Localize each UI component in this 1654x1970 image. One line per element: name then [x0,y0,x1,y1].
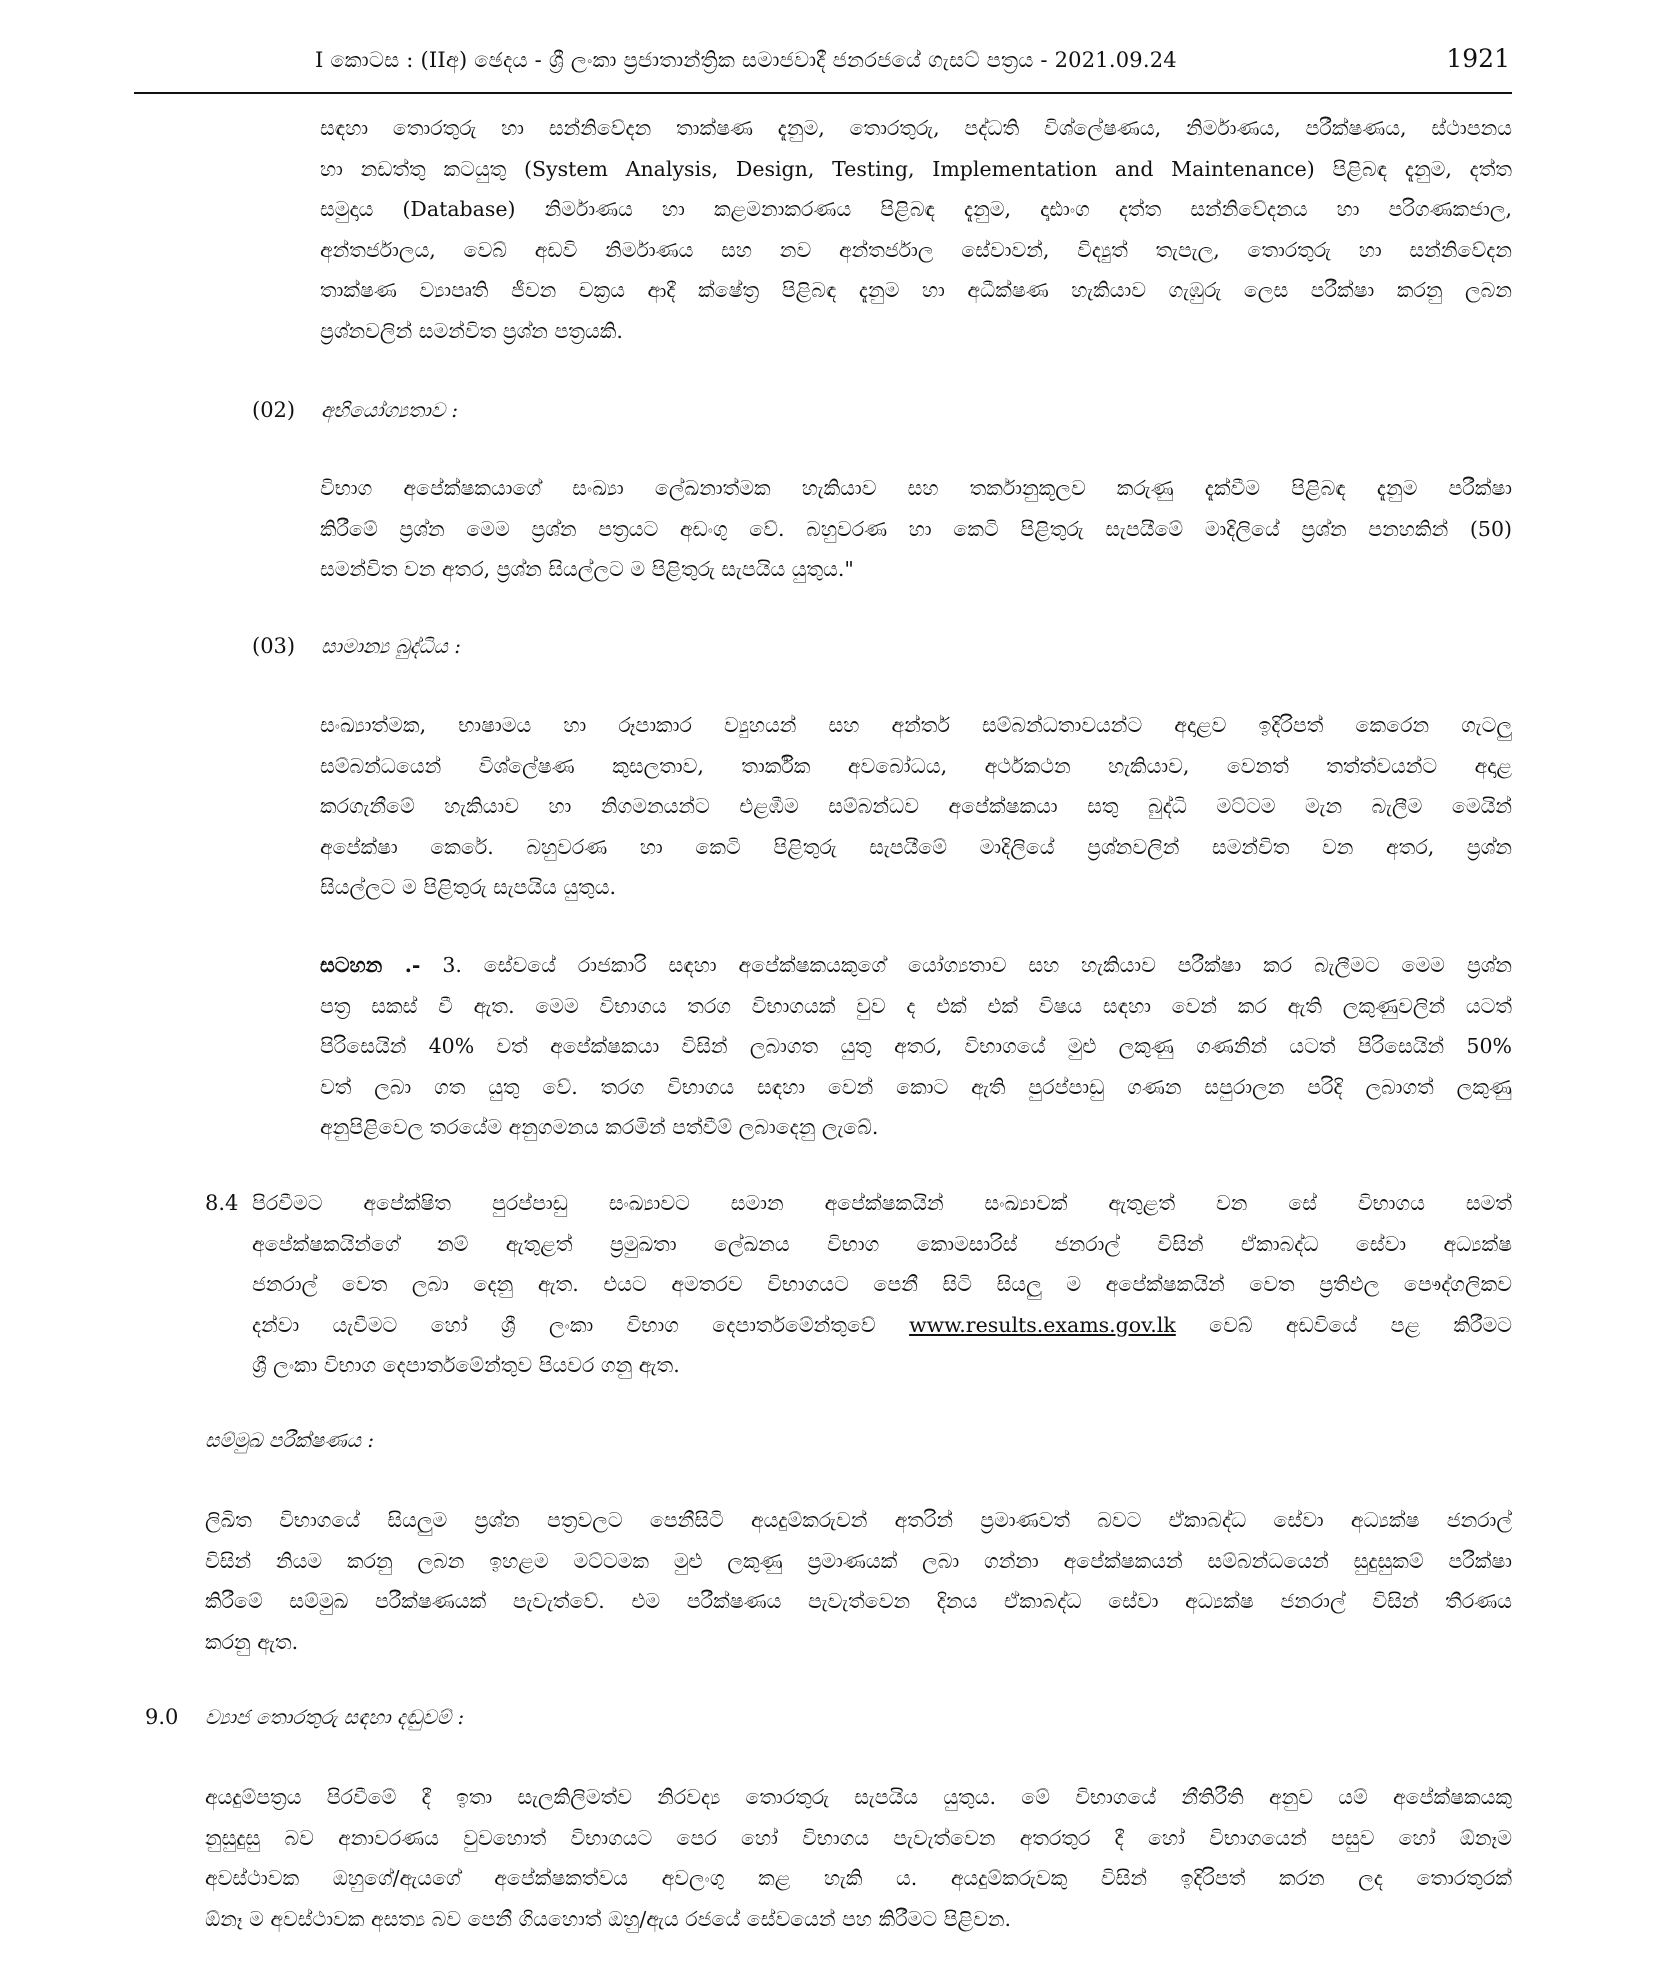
text-line: ජනරාල් වෙත ලබා දෙනු ඇත. එයට අමතරව විභාගයට පෙනී සිටි සියලු ම අපේක්ෂකයින් වෙත ප්‍රතිඵල පෞද්ගලිකව [252,1272,1512,1296]
note-label: සටහන .- [320,953,421,977]
text-segment: දන්වා යැවීමට හෝ ශ්‍රී ලංකා විභාග දෙපාර්තමේන්තුවේ [252,1312,910,1337]
section-heading: ව්‍යාජ තොරතුරු සඳහා දඬුවම් : [205,1705,465,1729]
section-number: 8.4 [205,1191,239,1215]
text-line: කිරීමේ ප්‍රශ්න මෙම ප්‍රශ්න පත්‍රයට අඩංගු වේ. බහුවරණ හා කෙටි පිළිතුරු සැපයීමේ මාදිලියේ ප්‍රශ්න පනහකින් (50) [320,516,1512,541]
section-number: (03) [252,634,296,658]
header-title: I කොටස : (IIඅ) ඡෙදය - ශ්‍රී ලංකා ප්‍රජාතාන්ත්‍රික සමාජවාදී ජනරජයේ ගැසට් පත්‍රය - 2021.09.24 [315,48,1177,72]
note-line-rest: 3. සේවයේ රාජකාරි සඳහා අපේක්ෂකයකුගේ යෝග්‍යතාව සහ හැකියාව පරීක්ෂා කර බැලීමට මෙම ප්‍රශ්න [420,953,1513,977]
text-line [320,945,1512,986]
text-line: ප්‍රශ්නවලින් සමන්විත ප්‍රශ්න පත්‍රයකි. [320,318,623,343]
section-heading: සාමාන්‍ය බුද්ධිය : [321,634,461,658]
text-line: ලිඛිත විභාගයේ සියලුම ප්‍රශ්න පත්‍රවලට පෙනීසිටි අයදුම්කරුවන් අතරින් ප්‍රමාණවත් බවට ඒකාබද්ධ සේවා අධ්‍යක්ෂ ජනරාල් [205,1508,1512,1532]
text-line: කරගැනීමේ හැකියාව හා නිගමනයන්ට එළඹීම සම්බන්ධව අපේක්ෂකයා සතු බුද්ධි මට්ටම මැන බැලීම මෙයින් [320,794,1512,818]
header-rule [134,92,1512,94]
text-line: සමුදාය (Database) නිර්මාණය හා කළමනාකරණය පිළිබඳ දැනුම, දෘඪාංග දත්ත සන්නිවේදනය හා පරිගණකජාල, [320,197,1512,221]
text-line: පිරිසෙයින් 40% වත් අපේක්ෂකයා විසින් ලබාගත යුතු අතර, විභාගයේ මුළු ලකුණු ගණනින් යටත් පිරිසෙයින් 50% [320,1034,1512,1058]
results-website-link[interactable]: www.results.exams.gov.lk [909,1312,1176,1337]
text-line: අවස්ථාවක ඔහුගේ/ඇයගේ අපේක්ෂකත්වය අවලංගු කළ හැකි ය. අයදුම්කරුවකු විසින් ඉදිරිපත් කරන ලද තොරතුරක් [205,1866,1512,1890]
text-line: අයදුම්පත්‍රය පිරවීමේ දී ඉතා සැලකිලිමත්ව නිරවද්‍ය තොරතුරු සැපයිය යුතුය. මේ විභාගයේ නීතිරීති අනුව යම් අපේක්ෂකයකු [205,1785,1512,1809]
page-number: 1921 [1446,44,1510,73]
text-line: සඳහා තොරතුරු හා සන්නිවේදන තාක්ෂණ දැනුම, තොරතුරු, පද්ධති විශ්ලේෂණය, නිර්මාණය, පරීක්ෂණය, ස්ථාපනය [320,116,1512,140]
section-03-paragraph [320,705,1512,908]
text-line: ශ්‍රී ලංකා විභාග දෙපාර්තමේන්තුව පියවර ගනු ඇත. [252,1353,680,1377]
text-line: අපේක්ෂකයින්ගේ නම් ඇතුළත් ප්‍රමුඛතා ලේඛනය විභාග කොමසාරිස් ජනරාල් විසින් ඒකාබද්ධ සේවා අධ්‍යක්ෂ [252,1231,1512,1256]
intro-paragraph [320,108,1512,351]
text-line [252,1305,1512,1346]
section-heading: සම්මුඛ පරීක්ෂණය : [205,1428,375,1452]
interview-paragraph [205,1500,1512,1662]
text-line: විසින් නියම කරනු ලබන ඉහළම මට්ටමක මුළු ලකුණු ප්‍රමාණයක් ලබා ගන්නා අපේක්ෂකයන් සම්බන්ධයෙන් සුදුසුකම් පරීක්ෂා [205,1548,1512,1573]
text-line: අනුපිළිවෙල තරයේම අනුගමනය කරමින් පත්වීම් ලබාදෙනු ලැබේ. [320,1115,879,1139]
text-line: පිරවීමට අපේක්ෂිත පුරප්පාඩු සංඛ්‍යාවට සමාන අපේක්ෂකයින් සංඛ්‍යාවක් ඇතුළත් වන සේ විභාගය සමත් [252,1191,1512,1215]
text-segment: වෙබ් අඩවියේ පළ කිරීමට [1175,1312,1512,1337]
text-line: කරනු ඇත. [205,1629,299,1654]
section-84-paragraph [252,1183,1512,1386]
text-line: වත් ලබා ගත යුතු වේ. තරග විභාගය සඳහා වෙන් කොට ඇති පුරප්පාඩු ගණන සපුරාලන පරිදි ලබාගත් ලකුණු [320,1074,1512,1099]
section-number: (02) [252,398,296,422]
text-line: සියල්ලට ම පිළිතුරු සැපයිය යුතුය. [320,875,617,899]
note-paragraph [320,945,1512,1148]
section-02-paragraph [320,468,1512,590]
page-header [315,44,1510,88]
text-line: විභාග අපේක්ෂකයාගේ සංඛ්‍යා ලේඛනාත්මක හැකියාව සහ තර්කානුකූලව කරුණු දැක්වීම පිළිබඳ දැනුම පරීක්ෂා [320,476,1512,500]
text-line: අපේක්ෂා කෙරේ. බහුවරණ හා කෙටි පිළිතුරු සැපයීමේ මාදිලියේ ප්‍රශ්නවලින් සමන්විත වන අතර, ප්‍රශ්න [320,834,1512,859]
text-line: කිරීමේ සම්මුඛ පරීක්ෂණයක් පැවැත්වේ. එම පරීක්ෂණය පැවැත්වෙන දිනය ඒකාබද්ධ සේවා අධ්‍යක්ෂ ජනරාල් විසින් තීරණය [205,1589,1512,1613]
text-line: අන්තර්ජාලය, වෙබ් අඩවි නිර්මාණය සහ නව අන්තර්ජාල සේවාවන්, විද්‍යුත් තැපැල, තොරතුරු හා සන්නිවේදන [320,237,1512,262]
section-heading: අභියෝග්‍යතාව : [321,398,459,422]
section-number: 9.0 [145,1705,179,1729]
text-line: තාක්ෂණ ව්‍යාපෘති ජීවන චක්‍රය ආදී ක්ෂේත්‍ර පිළිබඳ දැනුම හා අධීක්ෂණ හැකියාව ගැඹුරු ලෙස පරීක්ෂා කරනු ලබන [320,278,1512,302]
section-90-paragraph [205,1777,1512,1939]
text-line: හා නඩත්තු කටයුතු (System Analysis, Design, Testing, Implementation and Maintenance) පිළිබඳ දැනුම, දත්ත [320,156,1512,181]
text-line: සම්බන්ධයෙන් විශ්ලේෂණ කුසලතාව, තාර්කික අවබෝධය, අර්ථකථන හැකියාව, වෙනත් තත්ත්වයන්ට අදාළ [320,753,1512,778]
text-line: සමන්විත වන අතර, ප්‍රශ්න සියල්ලට ම පිළිතුරු සැපයිය යුතුය." [320,557,854,581]
text-line: සංඛ්‍යාත්මක, භාෂාමය හා රූපාකාර ව්‍යුහයන් සහ අන්තර් සම්බන්ධතාවයන්ට අදාළව ඉදිරිපත් කෙරෙන ගැටලු [320,713,1512,737]
text-line: ඕනෑ ම අවස්ථාවක අසත්‍ය බව පෙනී ගියහොත් ඔහු/ඇය රජයේ සේවයෙන් පහ කිරීමට පිළිවන. [205,1906,1012,1931]
text-line: නුසුදුසු බව අනාවරණය වුවහොත් විභාගයට පෙර හෝ විභාගය පැවැත්වෙන අතරතුර දී හෝ විභාගයෙන් පසුව හෝ ඕනෑම [205,1825,1512,1850]
text-line: පත්‍ර සකස් වී ඇත. මෙම විභාගය තරග විභාගයක් වුව ද එක් එක් විෂය සඳහා වෙන් කර ඇති ලකුණුවලින් යටත් [320,993,1512,1018]
